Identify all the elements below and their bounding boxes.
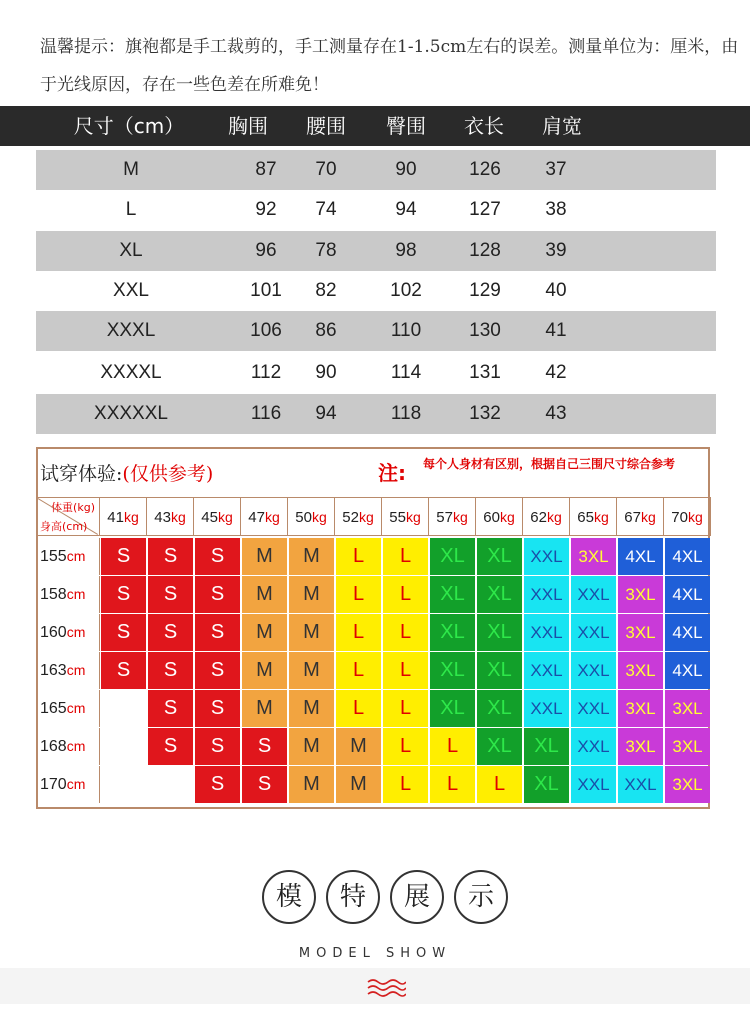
- measurement-value: 116: [250, 403, 282, 424]
- corner-weight-label: 体重(kg): [51, 501, 95, 514]
- size-cell: [148, 766, 193, 803]
- size-cell: L: [430, 766, 475, 803]
- size-cell: 4XL: [665, 538, 710, 575]
- measurement-value: 86: [315, 320, 337, 341]
- weight-unit: kg: [123, 509, 139, 525]
- measurement-value: 39: [545, 240, 567, 261]
- trial-title-prefix: 试穿体验:: [40, 463, 123, 485]
- size-cell: XL: [430, 614, 475, 651]
- height-unit: cm: [66, 586, 86, 602]
- size-cell: L: [383, 690, 428, 727]
- size-cell: L: [477, 766, 522, 803]
- header-size: 尺寸（cm）: [73, 114, 185, 138]
- measurement-value: 70: [315, 159, 337, 180]
- size-cell: XL: [477, 538, 522, 575]
- measurement-value: 78: [315, 240, 337, 261]
- measurement-value: 110: [390, 320, 422, 341]
- measurement-value: 42: [545, 362, 567, 383]
- size-table-row: [36, 231, 716, 271]
- size-label: M: [123, 159, 139, 180]
- height-value: 163: [40, 662, 67, 679]
- size-table-row: [36, 271, 716, 311]
- size-cell: M: [336, 766, 381, 803]
- size-cell: S: [242, 728, 287, 765]
- size-table-header: [0, 106, 750, 146]
- size-cell: XXL: [524, 576, 569, 613]
- header-hip: 臀围: [386, 114, 426, 138]
- weight-unit: kg: [452, 509, 468, 525]
- size-cell: S: [148, 728, 193, 765]
- model-char-4: 示: [454, 870, 508, 924]
- weight-value: 43: [154, 509, 171, 526]
- weight-header: [382, 498, 429, 536]
- measurement-value: 90: [395, 159, 417, 180]
- header-shoulder: 肩宽: [542, 114, 582, 138]
- measurement-value: 132: [469, 403, 501, 424]
- size-table-row: [36, 150, 716, 190]
- size-table-row: [36, 394, 716, 434]
- size-cell: M: [242, 538, 287, 575]
- size-cell: XL: [477, 576, 522, 613]
- height-unit: cm: [66, 548, 86, 564]
- weight-header: [476, 498, 523, 536]
- height-value: 155: [40, 548, 67, 565]
- measurement-value: 118: [390, 403, 422, 424]
- size-cell: S: [101, 538, 146, 575]
- size-cell: XL: [430, 538, 475, 575]
- size-cell: XL: [430, 690, 475, 727]
- height-value: 160: [40, 624, 67, 641]
- size-cell: M: [289, 766, 334, 803]
- measurement-value: 114: [390, 362, 422, 383]
- size-cell: 3XL: [571, 538, 616, 575]
- size-cell: XL: [524, 766, 569, 803]
- size-cell: L: [336, 538, 381, 575]
- size-cell: S: [148, 690, 193, 727]
- measurement-value: 41: [545, 320, 567, 341]
- size-label: XXXXXL: [94, 403, 168, 424]
- corner-cell: [38, 498, 100, 536]
- measurement-value: 128: [469, 240, 501, 261]
- weight-value: 65: [577, 509, 594, 526]
- height-row: [38, 538, 711, 576]
- size-cell: S: [195, 728, 240, 765]
- height-label: [38, 728, 100, 765]
- size-cell: XXL: [524, 690, 569, 727]
- size-table-row: [36, 311, 716, 351]
- note-text: 每个人身材有区别，根据自己三围尺寸综合参考: [423, 457, 676, 471]
- size-cell: S: [195, 538, 240, 575]
- size-cell: L: [336, 690, 381, 727]
- size-cell: 3XL: [665, 728, 710, 765]
- size-cell: 3XL: [618, 576, 663, 613]
- size-cell: L: [383, 728, 428, 765]
- header-bust: 胸围: [228, 114, 268, 138]
- height-label: [38, 652, 100, 689]
- weight-unit: kg: [311, 509, 327, 525]
- size-cell: XXL: [524, 652, 569, 689]
- weight-value: 57: [436, 509, 453, 526]
- measurement-value: 131: [469, 362, 501, 383]
- size-cell: M: [289, 652, 334, 689]
- size-cell: M: [242, 576, 287, 613]
- weight-unit: kg: [593, 509, 609, 525]
- size-cell: S: [195, 614, 240, 651]
- header-length: 衣长: [464, 114, 504, 138]
- size-cell: L: [336, 652, 381, 689]
- size-cell: M: [289, 538, 334, 575]
- size-cell: M: [336, 728, 381, 765]
- size-cell: S: [195, 766, 240, 803]
- weight-header: [288, 498, 335, 536]
- weight-value: 50: [295, 509, 312, 526]
- weight-value: 52: [342, 509, 359, 526]
- measurement-value: 112: [250, 362, 282, 383]
- measurement-value: 38: [545, 199, 567, 220]
- measurement-value: 102: [390, 280, 422, 301]
- header-waist: 腰围: [306, 114, 346, 138]
- weight-unit: kg: [640, 509, 656, 525]
- size-cell: 3XL: [618, 690, 663, 727]
- size-cell: XXL: [571, 614, 616, 651]
- measurement-value: 43: [545, 403, 567, 424]
- measurement-value: 94: [395, 199, 417, 220]
- weight-header: [570, 498, 617, 536]
- size-cell: S: [148, 652, 193, 689]
- size-cell: L: [383, 614, 428, 651]
- size-cell: XL: [524, 728, 569, 765]
- weight-header: [429, 498, 476, 536]
- size-cell: M: [242, 614, 287, 651]
- size-cell: 3XL: [665, 766, 710, 803]
- measurement-value: 82: [315, 280, 337, 301]
- weight-value: 47: [248, 509, 265, 526]
- weight-value: 55: [389, 509, 406, 526]
- height-label: [38, 538, 100, 575]
- size-cell: XXL: [571, 766, 616, 803]
- weight-header: [335, 498, 382, 536]
- weight-unit: kg: [217, 509, 233, 525]
- size-cell: [101, 690, 146, 727]
- weight-unit: kg: [170, 509, 186, 525]
- size-cell: S: [148, 614, 193, 651]
- size-label: XXL: [113, 280, 149, 301]
- measurement-value: 96: [255, 240, 277, 261]
- measurement-value: 94: [315, 403, 337, 424]
- size-table-row: [36, 353, 716, 393]
- height-value: 168: [40, 738, 67, 755]
- height-value: 170: [40, 776, 67, 793]
- size-cell: L: [336, 576, 381, 613]
- model-show-subtitle: MODEL SHOW: [298, 946, 452, 961]
- weight-header: [617, 498, 664, 536]
- weight-header: [664, 498, 711, 536]
- size-cell: XXL: [571, 652, 616, 689]
- size-cell: M: [242, 652, 287, 689]
- size-cell: 3XL: [618, 728, 663, 765]
- size-cell: L: [383, 576, 428, 613]
- size-cell: S: [101, 576, 146, 613]
- size-cell: M: [242, 690, 287, 727]
- weight-value: 41: [107, 509, 124, 526]
- model-char-2: 特: [326, 870, 380, 924]
- size-cell: L: [383, 652, 428, 689]
- height-row: [38, 614, 711, 652]
- size-cell: XXL: [571, 728, 616, 765]
- height-unit: cm: [66, 624, 86, 640]
- size-cell: XXL: [618, 766, 663, 803]
- size-cell: L: [430, 728, 475, 765]
- weight-unit: kg: [358, 509, 374, 525]
- size-label: XXXL: [106, 320, 156, 341]
- size-cell: XXL: [524, 614, 569, 651]
- size-cell: S: [195, 652, 240, 689]
- size-label: L: [125, 199, 137, 220]
- size-cell: XXL: [571, 690, 616, 727]
- height-unit: cm: [66, 662, 86, 678]
- weight-value: 70: [671, 509, 688, 526]
- size-cell: XL: [477, 652, 522, 689]
- height-label: [38, 766, 100, 803]
- note-mark: 注:: [378, 461, 406, 485]
- model-char-1: 模: [262, 870, 316, 924]
- measurement-value: 40: [545, 280, 567, 301]
- size-cell: [101, 728, 146, 765]
- weight-header: [523, 498, 570, 536]
- size-cell: XL: [430, 576, 475, 613]
- height-row: [38, 728, 711, 766]
- size-cell: 4XL: [665, 652, 710, 689]
- size-cell: L: [336, 614, 381, 651]
- height-value: 165: [40, 700, 67, 717]
- size-cell: S: [242, 766, 287, 803]
- size-cell: 4XL: [665, 576, 710, 613]
- size-cell: 3XL: [618, 652, 663, 689]
- size-cell: XXL: [524, 538, 569, 575]
- trial-panel: [36, 447, 710, 809]
- corner-height-label: 身高(cm): [40, 520, 88, 533]
- weight-header: [147, 498, 194, 536]
- weight-unit: kg: [405, 509, 421, 525]
- height-row: [38, 766, 711, 804]
- size-grid: [38, 497, 711, 795]
- size-cell: L: [383, 766, 428, 803]
- height-row: [38, 652, 711, 690]
- size-cell: 4XL: [618, 538, 663, 575]
- measurement-value: 74: [315, 199, 337, 220]
- measurement-value: 129: [469, 280, 501, 301]
- measurement-value: 98: [395, 240, 417, 261]
- size-cell: XL: [477, 728, 522, 765]
- size-cell: M: [289, 690, 334, 727]
- size-cell: S: [148, 576, 193, 613]
- size-label: XL: [119, 240, 143, 261]
- model-char-3: 展: [390, 870, 444, 924]
- weight-unit: kg: [687, 509, 703, 525]
- height-row: [38, 690, 711, 728]
- size-cell: S: [195, 576, 240, 613]
- height-label: [38, 690, 100, 727]
- height-label: [38, 576, 100, 613]
- height-unit: cm: [66, 776, 86, 792]
- size-cell: S: [101, 614, 146, 651]
- size-cell: S: [101, 652, 146, 689]
- weight-value: 62: [530, 509, 547, 526]
- weight-header-row: [38, 498, 711, 536]
- size-cell: XXL: [571, 576, 616, 613]
- trial-title: [40, 459, 213, 486]
- measurement-value: 101: [250, 280, 282, 301]
- height-label: [38, 614, 100, 651]
- weight-value: 45: [201, 509, 218, 526]
- wave-ornament-icon: [366, 978, 406, 998]
- measurement-value: 92: [255, 199, 277, 220]
- measurement-value: 90: [315, 362, 337, 383]
- weight-unit: kg: [499, 509, 515, 525]
- weight-unit: kg: [264, 509, 280, 525]
- weight-value: 67: [624, 509, 641, 526]
- height-value: 158: [40, 586, 67, 603]
- size-cell: XL: [477, 690, 522, 727]
- size-cell: S: [195, 690, 240, 727]
- size-cell: XL: [430, 652, 475, 689]
- size-cell: [101, 766, 146, 803]
- size-cell: L: [383, 538, 428, 575]
- measurement-value: 126: [469, 159, 501, 180]
- size-cell: 3XL: [618, 614, 663, 651]
- weight-header: [100, 498, 147, 536]
- size-table-row: [36, 190, 716, 230]
- size-cell: XL: [477, 614, 522, 651]
- size-cell: 4XL: [665, 614, 710, 651]
- size-label: XXXXL: [100, 362, 162, 383]
- size-cell: M: [289, 614, 334, 651]
- measurement-value: 127: [469, 199, 501, 220]
- size-cell: 3XL: [665, 690, 710, 727]
- measurement-value: 87: [255, 159, 277, 180]
- size-cell: M: [289, 576, 334, 613]
- measurement-value: 106: [250, 320, 282, 341]
- weight-header: [194, 498, 241, 536]
- size-cell: S: [148, 538, 193, 575]
- height-row: [38, 576, 711, 614]
- height-unit: cm: [66, 738, 86, 754]
- model-show-title: [262, 870, 512, 926]
- weight-unit: kg: [546, 509, 562, 525]
- measurement-value: 130: [469, 320, 501, 341]
- height-unit: cm: [66, 700, 86, 716]
- size-cell: M: [289, 728, 334, 765]
- weight-header: [241, 498, 288, 536]
- notice-text: 温馨提示：旗袍都是手工裁剪的，手工测量存在1-1.5cm左右的误差。测量单位为：厘米，由于光线原因，存在一些色差在所难免！: [40, 37, 739, 95]
- weight-value: 60: [483, 509, 500, 526]
- measurement-value: 37: [545, 159, 567, 180]
- trial-title-suffix: (仅供参考): [122, 463, 214, 485]
